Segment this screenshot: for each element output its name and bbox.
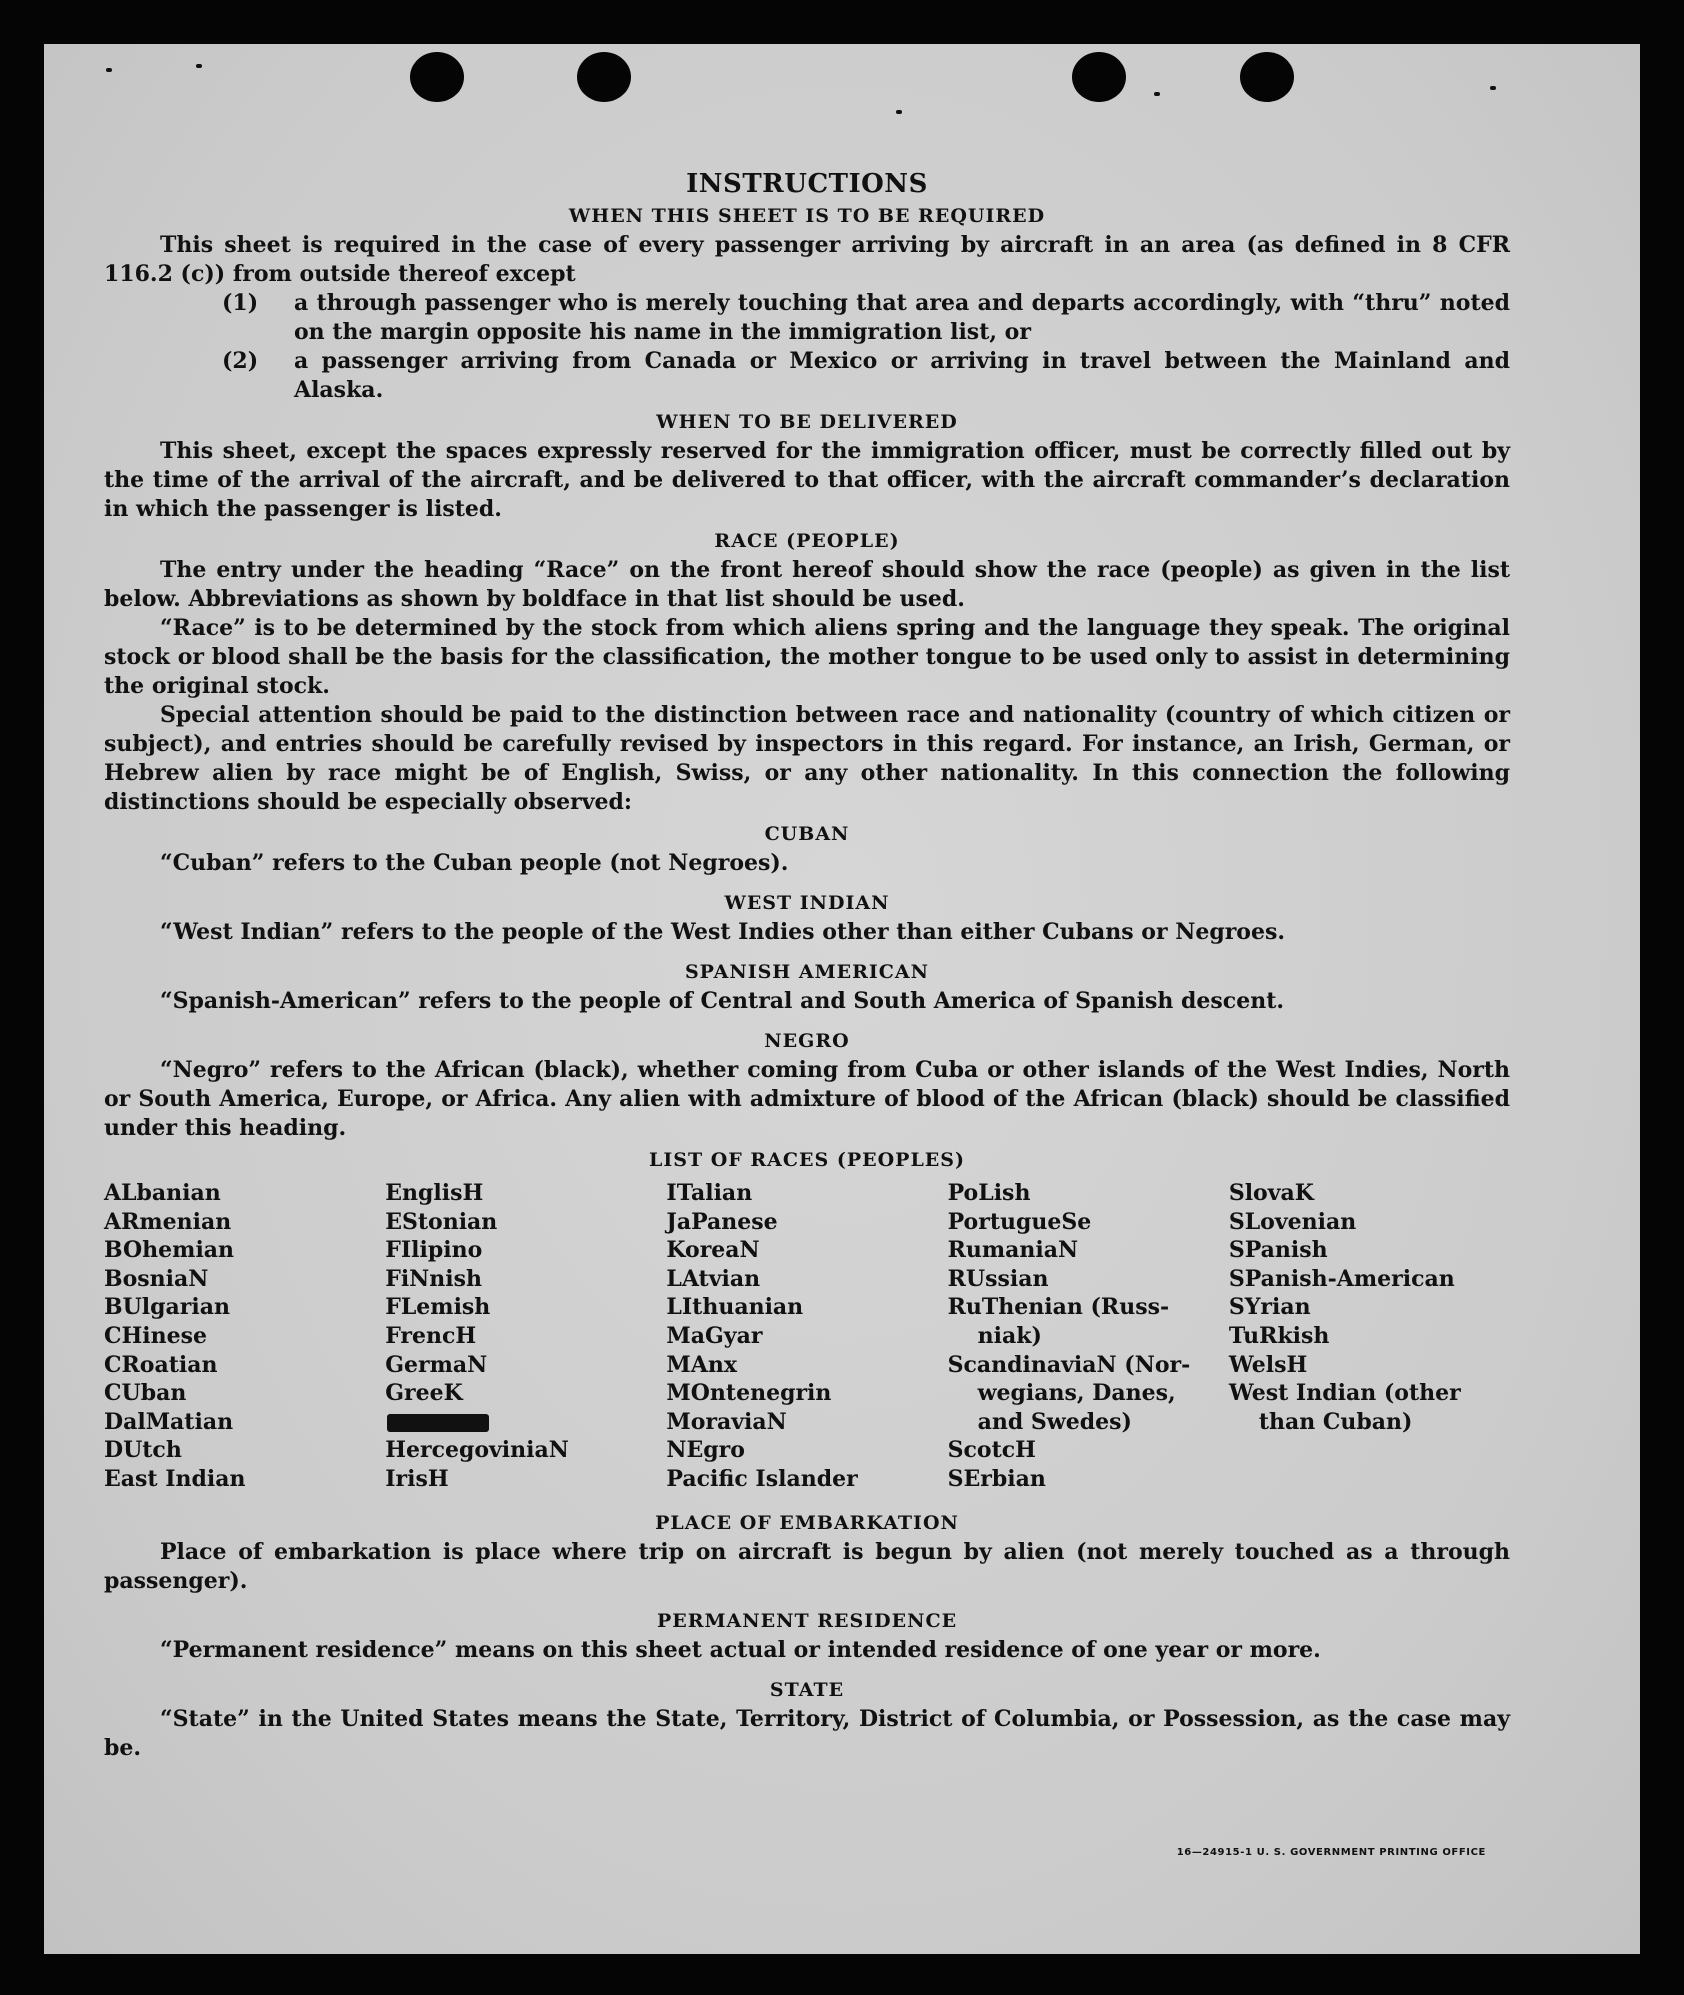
race-item: RuThenian (Russ-: [947, 1294, 1170, 1321]
race-item-continued: wegians, Danes,: [977, 1380, 1176, 1407]
race-item: SPanish-American: [1228, 1265, 1455, 1292]
item-number: (2): [222, 348, 259, 374]
delivered-text: This sheet, except the spaces expressly reserved for the immigration officer, must be correctly filled out by the time of the arrival of the aircraft, and be delivered to that officer, with the aircraft commander’s declaration in which the passenger is listed.: [104, 438, 1510, 522]
race-item-continued: than Cuban): [1258, 1408, 1413, 1435]
race-paragraph-1: The entry under the heading “Race” on the front hereof should show the race (people) as given in the list below. Abbreviations as shown by boldface in that list should be used.: [104, 557, 1510, 612]
race-item: West Indian (other: [1228, 1380, 1461, 1407]
races-column-3: [666, 1179, 947, 1494]
race-item: PoLish: [947, 1180, 1031, 1206]
speck: [1154, 92, 1160, 96]
race-item: ALbanian: [104, 1180, 221, 1206]
race-item: JaPanese: [666, 1208, 778, 1235]
print-code: 16—24915-1 U. S. GOVERNMENT PRINTING OFFICE: [1176, 1847, 1486, 1858]
race-item: East Indian: [104, 1465, 246, 1492]
race-item: ITalian: [666, 1180, 753, 1206]
punch-hole: [577, 52, 631, 102]
race-item: TuRkish: [1228, 1322, 1330, 1349]
race-item: EnglisH: [385, 1180, 484, 1206]
race-item: MoraviaN: [666, 1408, 787, 1435]
race-item: GermaN: [385, 1351, 488, 1378]
west-indian-text: “West Indian” refers to the people of the West Indies other than either Cubans or Negroes.: [160, 919, 1286, 945]
residence-text: “Permanent residence” means on this sheet actual or intended residence of one year or more.: [160, 1636, 1321, 1663]
race-item: MAnx: [666, 1351, 737, 1378]
races-column-1: [104, 1179, 385, 1494]
race-paragraph-3: Special attention should be paid to the distinction between race and nationality (country of which citizen or subject), and entries should be carefully revised by inspectors in this regard. For instance, an Irish, German, or Hebrew alien by race might be of English, Swiss, or any other nationality. In this connection the following distinctions should be especially observed:: [104, 702, 1510, 815]
document-sheet: [44, 44, 1640, 1954]
race-item: CHinese: [104, 1322, 208, 1349]
heading-spanish-american: SPANISH AMERICAN: [684, 961, 930, 983]
spanish-american-text: “Spanish-American” refers to the people of Central and South America of Spanish descent.: [160, 988, 1285, 1014]
cuban-text: “Cuban” refers to the Cuban people (not Negroes).: [160, 850, 789, 876]
punch-hole: [410, 52, 464, 102]
race-item: HercegoviniaN: [385, 1437, 569, 1464]
race-item: ARmenian: [104, 1208, 232, 1235]
race-item: BOhemian: [104, 1237, 235, 1264]
redaction-mark: [387, 1414, 489, 1432]
heading-west-indian: WEST INDIAN: [724, 892, 890, 914]
race-item: DalMatian: [104, 1408, 234, 1435]
negro-text: “Negro” refers to the African (black), whether coming from Cuba or other islands of the West Indies, North or South America, Europe, or Africa. Any alien with admixture of blood of the African (black) should be classified under this heading.: [104, 1057, 1510, 1141]
race-item: CRoatian: [104, 1351, 218, 1378]
race-item: SPanish: [1228, 1237, 1328, 1264]
race-item: LAtvian: [666, 1265, 761, 1292]
race-item: PortugueSe: [947, 1208, 1092, 1235]
race-item: ScandinaviaN (Nor-: [947, 1351, 1191, 1378]
speck: [896, 110, 902, 114]
speck: [106, 68, 112, 72]
heading-list-of-races: LIST OF RACES (PEOPLES): [649, 1149, 965, 1171]
heading-race: RACE (PEOPLE): [714, 530, 900, 552]
race-item: BosniaN: [104, 1265, 209, 1292]
race-item: FIlipino: [385, 1237, 483, 1264]
race-item: SErbian: [947, 1465, 1046, 1492]
race-item: MOntenegrin: [666, 1380, 832, 1407]
race-item: SYrian: [1228, 1294, 1311, 1321]
race-item: ScotcH: [947, 1437, 1036, 1464]
instructions-content: [104, 169, 1510, 1763]
race-item: IrisH: [385, 1465, 449, 1492]
speck: [196, 64, 202, 68]
race-item: SlovaK: [1228, 1180, 1314, 1206]
heading-permanent-residence: PERMANENT RESIDENCE: [656, 1609, 958, 1632]
race-item-continued: and Swedes): [977, 1408, 1132, 1435]
race-item: MaGyar: [666, 1322, 763, 1349]
race-item: BUlgarian: [104, 1294, 230, 1321]
heading-state: STATE: [769, 1678, 845, 1701]
heading-delivered: WHEN TO BE DELIVERED: [656, 411, 958, 433]
race-item: FrencH: [385, 1322, 477, 1349]
races-column-4: [948, 1179, 1229, 1494]
races-column-2: [385, 1179, 666, 1494]
race-item: Pacific Islander: [666, 1465, 858, 1492]
exception-item-1: [222, 289, 1510, 347]
race-item: DUtch: [104, 1437, 182, 1464]
race-item: WelsH: [1228, 1351, 1308, 1378]
race-item: SLovenian: [1228, 1208, 1357, 1235]
race-item: FLemish: [385, 1294, 491, 1321]
race-item: RumaniaN: [947, 1237, 1079, 1264]
required-intro: This sheet is required in the case of every passenger arriving by aircraft in an area (as defined in 8 CFR 116.2 (c)) from outside thereof except: [104, 232, 1510, 287]
speck: [1490, 86, 1496, 90]
race-item: GreeK: [385, 1380, 463, 1407]
races-list: [104, 1179, 1510, 1494]
heading-cuban: CUBAN: [764, 823, 850, 845]
race-item: KoreaN: [666, 1237, 760, 1264]
item-number: (1): [222, 290, 259, 316]
redacted-entry: [385, 1408, 666, 1437]
race-item: EStonian: [385, 1208, 498, 1235]
state-text: “State” in the United States means the State, Territory, District of Columbia, or Possession, as the case may be.: [104, 1705, 1510, 1761]
race-paragraph-2: “Race” is to be determined by the stock from which aliens spring and the language they speak. The original stock or blood shall be the basis for the classification, the mother tongue to be used only to assist in determining the original stock.: [104, 615, 1510, 699]
race-item-continued: niak): [977, 1322, 1042, 1349]
embarkation-text: Place of embarkation is place where trip on aircraft is begun by alien (not merely touched as a through passenger).: [104, 1538, 1510, 1594]
races-column-5: [1229, 1179, 1510, 1494]
punch-hole: [1072, 52, 1126, 102]
heading-required: WHEN THIS SHEET IS TO BE REQUIRED: [568, 205, 1046, 227]
race-item: NEgro: [666, 1437, 745, 1464]
heading-negro: NEGRO: [764, 1030, 850, 1052]
exception-item-2: [222, 347, 1510, 405]
race-item: FiNnish: [385, 1265, 483, 1292]
race-item: CUban: [104, 1380, 187, 1407]
item-text: a through passenger who is merely touching that area and departs accordingly, with “thru” noted on the margin opposite his name in the immigration list, or: [294, 290, 1510, 345]
punch-hole: [1240, 52, 1294, 102]
item-text: a passenger arriving from Canada or Mexico or arriving in travel between the Mainland and Alaska.: [294, 348, 1510, 403]
race-item: LIthuanian: [666, 1294, 804, 1321]
page-title: INSTRUCTIONS: [686, 169, 928, 199]
heading-embarkation: PLACE OF EMBARKATION: [655, 1511, 959, 1534]
race-item: RUssian: [947, 1265, 1049, 1292]
